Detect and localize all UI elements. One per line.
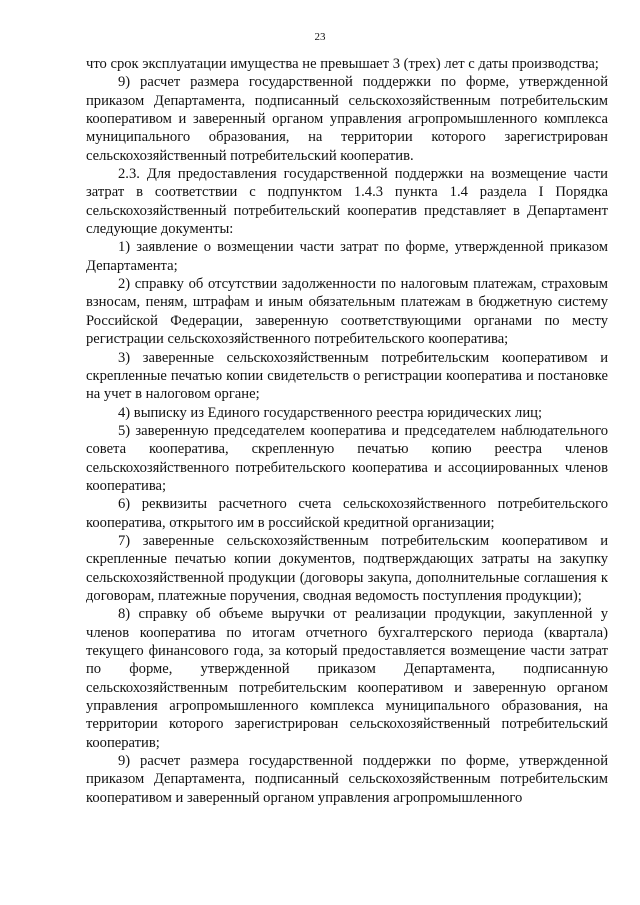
paragraph-item-6-bank-details: 6) реквизиты расчетного счета сельскохозяйственного потребительского кооператива, открытого им в российской кредитной организации; bbox=[86, 496, 608, 531]
paragraph-item-7-purchase-documents: 7) заверенные сельскохозяйственным потребительским кооперативом и скрепленные печатью копии документов, подтверждающих затраты на закупку сельскохозяйственной продукции (договоры закупа, дополнительные соглашения к договорам, платежные поручения, сводная ведомость поступления продукции); bbox=[86, 532, 608, 604]
page-number: 23 bbox=[314, 31, 326, 43]
paragraph-item-2-debt-certificate: 2) справку об отсутствии задолженности по налоговым платежам, страховым взносам, пеням, штрафам и иным обязательным платежам в бюджетную систему Российской Федерации, заверенную соответствующими органами по месту регистрации сельскохозяйственного потребительского кооператива; bbox=[86, 276, 608, 348]
paragraph-item-9-calculation-repeat: 9) расчет размера государственной поддержки по форме, утвержденной приказом Департамента, подписанный сельскохозяйственным потребительским кооперативом и заверенный органом управления агропромышленного bbox=[86, 753, 608, 806]
document-body bbox=[86, 55, 608, 807]
paragraph-item-5-members-registry: 5) заверенную председателем кооператива и председателем наблюдательного совета кооператива, скрепленную печатью копию реестра членов сельскохозяйственного потребительского кооператива и ассоциированных членов кооператива; bbox=[86, 422, 608, 494]
paragraph-item-9-calculation: 9) расчет размера государственной поддержки по форме, утвержденной приказом Департамента, подписанный сельскохозяйственным потребительским кооперативом и заверенный органом управления агропромышленного комплекса муниципального образования, на территории которого зарегистрирован сельскохозяйственный потребительский кооператив. bbox=[86, 74, 608, 164]
paragraph-item-8-revenue-certificate: 8) справку об объеме выручки от реализации продукции, закупленной у членов кооператива по итогам отчетного бухгалтерского периода (квартала) текущего финансового года, за который предоставляется возмещение части затрат по форме, утвержденной приказом Департамента, подписанную сельскохозяйственным потребительским кооперативом и заверенную органом управления агропромышленного комплекса муниципального образования, на территории которого зарегистрирован сельскохозяйственный потребительский кооператив; bbox=[86, 606, 608, 751]
paragraph-continuation: что срок эксплуатации имущества не превышает 3 (трех) лет с даты производства; bbox=[86, 56, 599, 72]
paragraph-section-2-3: 2.3. Для предоставления государственной поддержки на возмещение части затрат в соответствии с подпунктом 1.4.3 пункта 1.4 раздела I Порядка сельскохозяйственный потребительский кооператив представляет в Департамент следующие документы: bbox=[86, 166, 608, 238]
paragraph-item-3-registration-copies: 3) заверенные сельскохозяйственным потребительским кооперативом и скрепленные печатью копии свидетельств о регистрации кооператива и постановке на учет в налоговом органе; bbox=[86, 349, 608, 403]
paragraph-item-4-registry-extract: 4) выписку из Единого государственного реестра юридических лиц; bbox=[118, 404, 543, 421]
paragraph-item-1-application: 1) заявление о возмещении части затрат по форме, утвержденной приказом Департамента; bbox=[86, 239, 608, 274]
